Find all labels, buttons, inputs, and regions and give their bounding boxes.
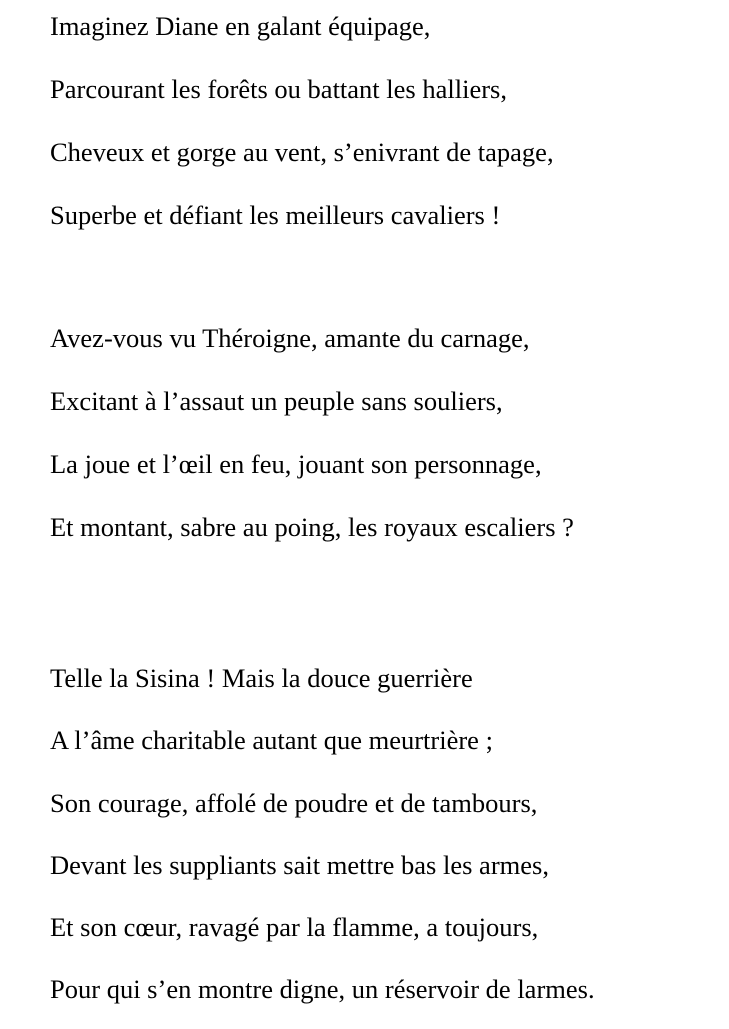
poem-line: Son courage, affolé de poudre et de tambours, [50, 787, 538, 818]
poem-line: Excitant à l’assaut un peuple sans souliers, [50, 386, 503, 416]
poem-line: Avez-vous vu Théroigne, amante du carnage, [50, 323, 530, 353]
stanza-2 [50, 315, 574, 567]
poem-line: Devant les suppliants sait mettre bas les armes, [50, 849, 549, 880]
poem-line: Pour qui s’en montre digne, un réservoir de larmes. [50, 974, 595, 1005]
poem-line: Parcourant les forêts ou battant les halliers, [50, 74, 507, 104]
poem-line: Imaginez Diane en galant équipage, [50, 11, 431, 41]
poem-line: Et montant, sabre au poing, les royaux escaliers ? [50, 512, 574, 542]
poem-line: Superbe et défiant les meilleurs cavaliers ! [50, 200, 501, 230]
poem-line: A l’âme charitable autant que meurtrière ; [50, 725, 493, 756]
stanza-1 [50, 3, 554, 255]
poem-line: La joue et l’œil en feu, jouant son personnage, [50, 449, 542, 479]
stanza-3 [50, 655, 595, 1029]
poem-line: Cheveux et gorge au vent, s’enivrant de tapage, [50, 137, 554, 167]
poem-line: Et son cœur, ravagé par la flamme, a toujours, [50, 912, 539, 943]
poem-line: Telle la Sisina ! Mais la douce guerrière [50, 663, 473, 693]
